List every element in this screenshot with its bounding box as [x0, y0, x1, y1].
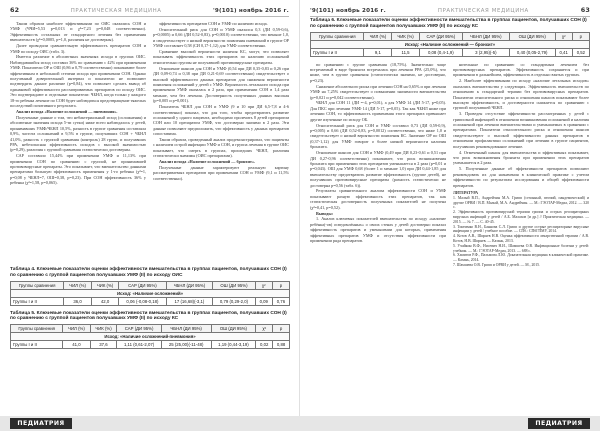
table-header-cell: χ²	[256, 325, 273, 333]
table-header-cell: р	[272, 281, 289, 289]
references-title: ЛИТЕРАТУРА	[453, 190, 478, 195]
table-cell: Группы I и II	[11, 297, 64, 305]
table-cell: 0,06 (-0,08-0,18)	[119, 297, 166, 305]
table-cell: Группы I и II	[11, 341, 63, 349]
paragraph: 4. Отмеченный шансы для вмешательства и эффективных показывает, что риск возникновения бронхита при применении этих препаратов уменьшается в 2 раза.	[453, 149, 589, 166]
table-5-caption: Таблица 5. Ключевые показатели оценки эффективности вмешательства в группах пациентов, получавших СОН (I) по сравнению с группой пациентов получавших УМФ (II) по исходу КС	[10, 310, 287, 322]
table-header-cell: Группы сравнения	[11, 281, 64, 289]
page-number: 62	[10, 6, 20, 14]
table-header-cell: ЧИК (%)	[91, 281, 118, 289]
paragraph: Сравнение высокой вероятности наличия КС, могут, что позволяет показывать эффективность этих препаратов по наличию осложнений относительно группы не получавшей противовирусные препараты.	[153, 49, 289, 65]
right-footer-bar	[300, 416, 600, 431]
right-content	[310, 18, 590, 268]
table-header-cell: р	[572, 32, 589, 40]
reference-item: 3. Тимченко В.Н., Баннова С.Л. Грипп и другие острые респираторные вирусные инфекции у детей / учебное пособие. — СПб.: СПбГПМУ, 2014.	[453, 224, 589, 234]
conclusions-heading: Выводы:	[316, 210, 334, 216]
table-6	[310, 32, 590, 57]
paragraph: САР составило 15,44% при применении УМФ и 11,13% при применении СОН по сравнению с группой, не принимавшей противовирусные препараты. Это показывает, что вмешательство данными препаратами большую эффективность применения у 1-го ребенка (χ²=1, р=0,08 у ЧБНЛ=7, ОШ=0,38, р=0,23). При СОН эффективность 36% у ребенка (χ²=1,58, р=0,065).	[10, 153, 146, 186]
footer	[0, 416, 600, 431]
table-cell: 0,76	[272, 297, 289, 305]
reference-item: 4. Котов А.В., Ширяев Н.В. Оценка эффективности лекарственной терапии / А.В. Котов, Н.В. Ширяев. — Казань, 2013.	[453, 234, 589, 243]
paragraph: Отношение шансов для СОН и УМФ (0,54 при ДИ 0,35-0,83 и 0,26 при ДИ 0,09-0,74 и 0,38 при ДИ 0,21-0,69 соответственно) свидетельствует о высокой эффективности данных препаратов для снижения вероятности появления осложнений у детей с УМФ. Вероятность летального исхода при применении УМФ оказалась в 2 раза, при применении СОН в 1,4 раза меньше, чем без лечения. Достоверность полученных данных высокая (р=0,005 и р=0,001).	[153, 65, 289, 104]
outcome-label: Исход: «Наличие осложнений-пневмония»	[11, 333, 290, 341]
table-header-cell: ЧБНЛ (ДИ 95%)	[462, 32, 509, 40]
text-column-2	[453, 62, 589, 268]
table-header-cell: χ²	[555, 32, 572, 40]
paragraph: 5. Полученные данные об эффективности препаратов позволяют рекомендовать их для назначения в клинической практике с учетом эффективности по результатам исследования и общей эффективности препаратов.	[453, 166, 589, 188]
text-column-1	[10, 21, 146, 186]
table-cell: 41,0	[63, 341, 90, 349]
table-cell: Группы I и II	[311, 48, 364, 56]
paragraph: по сравнению с группе сравнения (18,75%). Значительно чаще встречаемый в виде бронхита встречалась при лечении РРА (25,0%), что ниже, чем в группе сравнения (статистически значимо, не достоверно, р=0,23).	[310, 61, 446, 83]
journal-name: ПРАКТИЧЕСКАЯ МЕДИЦИНА	[70, 8, 162, 14]
paragraph: 2. Наиболее эффективными по исходу «наличие летальных исходов» оказались вмешательства у следующих. Эффективность вмешательств по отношению к стандартной терапии без противовирусных препаратов. Показатели относительного риска и отношения шансов показывают более высокую эффективность, и достоверности снижается по сравнению с группой получавшей ЧБНЛ.	[453, 78, 589, 111]
table-cell: 42,0	[91, 297, 118, 305]
table-header-cell: Группы сравнения	[11, 325, 63, 333]
paragraph: Относительный риск для СОН и УМФ составил 0,73 (ДИ 0,59-0,9), р=0,005) и 0,66 (ДИ 0,52-0,83, р=0,0012) соответственно, что ниже 1,0 и свидетельствует о низкой вероятности появления КС. Значение ОР по ОШ (0,37-1,12) для УМФ говорит о более низкой вероятности наличия бронхита.	[310, 122, 446, 150]
table-cell: 0,02	[256, 341, 273, 349]
text-columns	[310, 62, 590, 268]
table-cell: 25 (25,00)(-11-48)	[161, 341, 211, 349]
paragraph: нительные по сравнению со стандартным лечением без противовирусных препаратов. Эффективность сохраняется и при применении в дальнейшем, эффективность в отдельно взятых группах.	[453, 61, 589, 78]
table-5	[10, 324, 290, 349]
paragraph: Показатель ЧБНЛ для СОН и УМФ (9 и 10 при ДИ 6,5-7,8 и 4-6 соответственно) показал, что для того, чтобы предотвратить развитие осложнений у одного пациента, необходимо пролечить 8 детей препаратом СОН или 10 препаратом УМФ, что достоверно значимо в 2 раза. Эти данные позволяют предположить, что эффективность у данных препаратов сопоставима.	[153, 104, 289, 137]
issue-info: '9(101) ноябрь 2016 г.	[212, 8, 289, 14]
text-column-2	[153, 21, 289, 186]
paragraph: Полученные данные о том, что небактериальный исход (осложнения) и абсолютные значения исхода 5-ти сутки) ниже всего наблюдалось у детей, принимавших УМФ/ЧБНЛ 10,5%, разность в группе сравнения составляла 0,9%, частота осложнений в 9,5% в группе, получавших СОН + ЧБНЛ 41,0%, разность с группой сравнения (контроль) 28 групп, и получавших РРА, небезопасная эффективность исходов с высокой значимостью (р=0,29), различия с группой сравнения статистически достоверны.	[10, 114, 146, 153]
table-4	[10, 281, 290, 306]
table-row	[11, 341, 290, 349]
outcome-label: Исход: «Наличие осложнений»	[11, 289, 290, 297]
table-outcome-row	[11, 333, 290, 341]
outcome-label: Исход: «Наличие осложнений — бронхит»	[311, 40, 590, 48]
section-subheading: Анализ исхода «Наличие осложнений — бронхит».	[159, 159, 256, 165]
table-row	[11, 297, 290, 305]
left-footer-bar	[0, 416, 300, 431]
table-cell: 37,6	[90, 341, 117, 349]
table-header-cell: χ²	[255, 281, 272, 289]
table-header-cell: ЧИЛ (%)	[63, 325, 90, 333]
table-header-cell: ЧИЛ (%)	[364, 32, 392, 40]
paragraph: Имеется различие в абсолютных значениях исхода в группах ОИС. Наблюдавшийся исход составил 36% по сравнению с 42% при применении УМФ. Показатели ОР и ОШ (0,86 и 0,79 соответственно) показывают более эффективным в небольшой степени исхода при применении СОН. Однако полученный доверительный интервал и показатели не позволяют подтвердить данное различие (p=0,84), что позволяет сделать вывод об одинаковой эффективности рассматриваемых препаратов по исходу ОИС. Это подтверждают и отдельные показатели: ЧБНЛ, когда только у каждого 18-го ребенка лечение по СОН будет наблюдаться предотвращение тяжелых последствий позитивного результата.	[10, 54, 146, 109]
left-tables	[10, 262, 290, 349]
table-header-cell: ОШ (ДИ 95%)	[509, 32, 555, 40]
table-outcome-row	[311, 40, 590, 48]
table-cell: 0,52	[572, 48, 589, 56]
table-row	[311, 48, 590, 56]
paragraph: эффективность препаратов СОН и УМФ по наличию исхода.	[159, 21, 268, 26]
references	[453, 191, 589, 268]
paragraph: Далее проводили сравнительную эффективность препаратов СОН и УМФ по исходу ОИС (табл. 3).	[10, 43, 146, 54]
section-logo: ПЕДИАТРИЯ	[10, 418, 72, 429]
table-cell: 3 (2,95)(-5)	[462, 48, 509, 56]
table-header-cell: САР (ДИ 95%)	[119, 281, 166, 289]
paragraph: Относительный риск для СОН и УМФ оказался 0,3 (ДИ 0,59-0,6), р=0,0005) и 0,66 (ДИ 0,52-0,83), р=0,0010) соответственно, что меньше 1,0, и свидетельствует о низкой вероятности появления пневмоний в группе ОР УМФ составляет 0,58 (СИ 0,17-1,12) для УМФ соответственно.	[153, 26, 289, 49]
table-header-row	[11, 325, 290, 333]
section-subheading: Анализ исхода «Наличие осложнений — пневмония».	[16, 109, 118, 114]
table-cell: 0,08 (0,4-1,9)	[419, 48, 462, 56]
reference-item: 1. Малый В.П., Андрейчин М.А. Грипп (сезонный, птичий, пандемический) и другие ОРВИ / В.П. Малый, М.А. Андрейчин. — М.: ГЭОТАР-Медиа, 2012. — 320 с.	[453, 195, 589, 210]
table-header-cell: ЧБНЛ (ДИ 95%)	[166, 281, 213, 289]
table-header-cell: ОШ (ДИ 95%)	[211, 325, 256, 333]
paragraph: Таким образом наиболее эффективными по ОИС оказались СОН и УМФ (ЧЧИ=5,53 р=0,013 и χ²=7,23 р=0,048 соответственно). Эффективность остальных от стандартного лечения без применения вмешательств (χ²=0,0005, р=1,0, различия не достоверны).	[10, 21, 146, 43]
paragraph: Полученные данные характеризуют реальную картину рассматриваемых препаратов при применении СОН и УМФ (9,1 и 11,5% соответственно).	[153, 165, 289, 181]
table-cell: 17 (16,68)(-3,1)	[166, 297, 213, 305]
table-header-cell: ЧИЛ (%)	[64, 281, 92, 289]
table-cell: 9,1	[364, 48, 392, 56]
table-cell: 0,40 (0,05-2,79)	[509, 48, 555, 56]
paragraph: 3. Проведен отсутствие эффективности рассмотренных у детей с гриппозной инфекцией в отношении возникновения осложнений и наличия осложнений при лечении вмешательствами и уменьшаемых в сравнении с препаратами. Показатели относительного риска и отношения шансов свидетельствуют о высокой эффективности данных препаратов в отношении профилактики осложнений при лечении в группе пациентов, получавших рекомендованное лечение.	[453, 111, 589, 149]
paragraph: Отношение шансов для СОН и УМФ (0,49 при ДИ 0,23-0,61 и 0,51 при ДИ 0,27-0,96 соответственно) показывает, что риск возникновения бронхита при применении этих препаратов уменьшается в 2 раза (р=0,01 и р=0,043). ОШ для УМФ 0,68 (более 1 и меньше 1,0) при ДИ 0,44-1,85 для вмешательству предотвратить развитие эффективность (группе детей), не получавших противовирусные препараты (разность статистически не достоверна р=0,56 (табл. 6)).	[310, 150, 446, 188]
running-header	[310, 6, 590, 17]
table-6-caption: Таблица 6. Ключевые показатели оценки эффективности вмешательства в группах пациентов, получавших СОН (I) по сравнению с группой пациентов получавших УМФ (II) по исходу КС	[310, 18, 587, 29]
table-header-row	[11, 281, 290, 289]
table-cell: 0,88	[273, 341, 290, 349]
text-column-1	[310, 62, 446, 268]
table-cell: 36,0	[64, 297, 92, 305]
issue-info: '9(101) ноябрь 2016 г.	[310, 8, 386, 14]
reference-item: 2. Эффективность противовирусной терапии гриппа и острых респираторных вирусных инфекций у детей / А.Б. Малахов [и др.] // Практическая медицина. — 2015. — № 7. — С. 40-45.	[453, 210, 589, 224]
table-header-cell: САР (ДИ 95%)	[117, 325, 161, 333]
section-logo: ПЕДИАТРИЯ	[528, 418, 590, 429]
table-header-cell: Группы сравнения	[311, 32, 364, 40]
table-header-cell: ЧИК (%)	[90, 325, 117, 333]
table-cell: 0,79 (0,29-2,0)	[213, 297, 255, 305]
paragraph: ЧБНЛ для СОН 11 (ДИ =-4, р=0,01), а для УМФ 14 (ДИ 5-17, р=0,05). Для ПКС при лечении УМФ 14 (ДИ 5-17, р=0,05). Так как ЧБНЛ ниже при лечении СОН, то эффективность применения этого препарата превышает другие изученные по исходу ОБ.	[310, 100, 446, 122]
table-header-cell: ОШ (ДИ 95%)	[213, 281, 255, 289]
paragraph: Таким образом, проведенный анализ продемонстрировал, что пациенты с наличием острой инфекции УМФ и СОН, и группа лечения в группе ОИС показывает, что смерть в группах, прошедших ЧБНЛ, различия статистически значимы (ОИС препаратами).	[153, 137, 289, 159]
paragraph: 1. Анализ ключевых показателей вмешательства по исходу «наличие ребёнка(-ов) осведомлённых» о своих стенах у детей достоверно показал эффективность препаратов и уменьшении для которых, применения эффективных препаратов УМФ и отсутствия эффективности при применении ряда препаратов.	[310, 216, 446, 244]
text-columns	[10, 21, 289, 186]
table-cell: 1,19 (0,44-3,19)	[211, 341, 256, 349]
table-cell: 0,09	[255, 297, 272, 305]
table-cell: 11,5	[392, 48, 419, 56]
table-header-row	[311, 32, 590, 40]
reference-item: 5. Учайкин В.Ф., Нисевич Н.И., Шамшева О.В. Инфекционные болезни у детей: учебник. — М.: ГЭОТАР-Медиа, 2013. — 688 с.	[453, 243, 589, 253]
paragraph: Результаты сравнительного анализа эффективности СОН и УМФ показывают разную эффективность этих препаратов, так как статистическая достоверность полученных показателей не получена (χ²=0,41, р=0,52).	[310, 188, 446, 210]
reference-item: 7. Шамшева О.В. Грипп и ОРВИ у детей. — М., 2015.	[453, 262, 541, 267]
table-cell: 0,41	[555, 48, 572, 56]
table-header-cell: ЧИК (%)	[392, 32, 419, 40]
table-cell: 1,11 (0,61-2,07)	[117, 341, 161, 349]
table-header-cell: ЧБНЛ (ДИ 95%)	[161, 325, 211, 333]
table-header-cell: САР (ДИ 95%)	[419, 32, 462, 40]
table-header-cell: р	[273, 325, 290, 333]
paragraph: Снижение абсолютного риска при лечении СОН на 0,65% и при лечении УМФ на 7,25% свидетельствует о повышении значимости вмешательства (р=0,021 и р=0,042 соответственно).	[310, 83, 446, 100]
reference-item: 6. Хамитов Р.Ф., Пальмова Л.Ю. Доказательная медицина в клинической практике. — Казань, 2014.	[453, 253, 589, 263]
table-outcome-row	[11, 289, 290, 297]
page-number: 63	[580, 6, 590, 14]
journal-name: ПРАКТИЧЕСКАЯ МЕДИЦИНА	[437, 8, 529, 14]
running-header	[10, 6, 289, 17]
table-4-caption: Таблица 4. Ключевые показатели оценки эффективности вмешательства в группах пациентов, получавших СОН (I) по сравнению с группой пациентов получавших УМФ (II) по исходу ОИС	[10, 267, 287, 278]
